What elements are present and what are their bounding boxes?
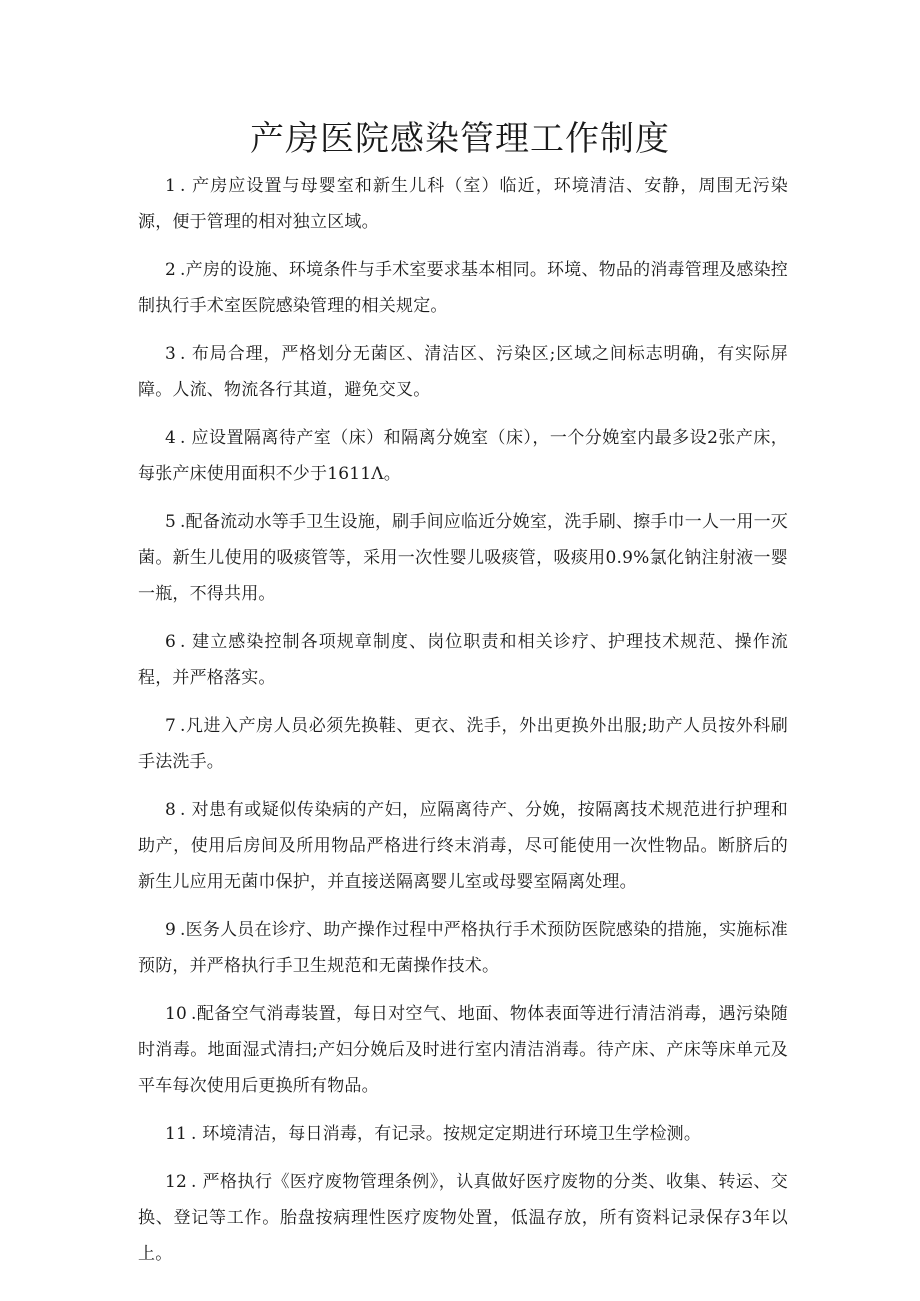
clause-6: [138, 624, 788, 696]
clause-3: [138, 336, 788, 408]
clause-number: 10: [165, 1004, 188, 1024]
clause-8: [138, 792, 788, 900]
clause-1: [138, 168, 788, 240]
clause-number: 12: [165, 1172, 188, 1192]
clause-9: [138, 912, 788, 984]
clause-number: 2: [165, 260, 177, 280]
clause-text: . 严格执行《医疗废物管理条例》，认真做好医疗废物的分类、收集、转运、交换、登记等工作。胎盘按病理性医疗废物处置，低温存放，所有资料记录保存3年以上。: [138, 1172, 788, 1264]
clause-text: . 布局合理，严格划分无菌区、清洁区、污染区;区域之间标志明确，有实际屏障。人流、物流各行其道，避免交叉。: [138, 344, 788, 400]
clause-number: 5: [165, 512, 177, 532]
clause-text: . 对患有或疑似传染病的产妇，应隔离待产、分娩，按隔离技术规范进行护理和助产，使用后房间及所用物品严格进行终末消毒，尽可能使用一次性物品。断脐后的新生儿应用无菌巾保护，并直接送隔离婴儿室或母婴室隔离处理。: [138, 800, 788, 892]
clause-text: . 产房应设置与母婴室和新生儿科（室）临近，环境清洁、安静，周围无污染源，便于管理的相对独立区域。: [138, 176, 788, 232]
clause-number: 8: [165, 800, 177, 820]
clause-text: .产房的设施、环境条件与手术室要求基本相同。环境、物品的消毒管理及感染控制执行手术室医院感染管理的相关规定。: [138, 260, 788, 316]
clause-11: [138, 1116, 788, 1152]
clause-10: [138, 996, 788, 1104]
clause-number: 3: [165, 344, 177, 364]
clause-5: [138, 504, 788, 612]
clause-text: .凡进入产房人员必须先换鞋、更衣、洗手，外出更换外出服;助产人员按外科刷手法洗手。: [138, 716, 788, 772]
clause-number: 9: [165, 920, 177, 940]
clause-number: 1: [165, 176, 177, 196]
clause-number: 4: [165, 428, 177, 448]
clause-number: 6: [165, 632, 177, 652]
clause-12: [138, 1164, 788, 1272]
clause-list: [138, 168, 788, 1284]
clause-text: .配备流动水等手卫生设施，刷手间应临近分娩室，洗手刷、擦手巾一人一用一灭菌。新生儿使用的吸痰管等，采用一次性婴儿吸痰管，吸痰用0.9%氯化钠注射液一婴一瓶，不得共用。: [138, 512, 788, 604]
clause-7: [138, 708, 788, 780]
clause-text: .配备空气消毒装置，每日对空气、地面、物体表面等进行清洁消毒，遇污染随时消毒。地面湿式清扫;产妇分娩后及时进行室内清洁消毒。待产床、产床等床单元及平车每次使用后更换所有物品。: [138, 1004, 788, 1096]
clause-number: 7: [165, 716, 177, 736]
clause-4: [138, 420, 788, 492]
clause-number: 11: [165, 1124, 188, 1144]
clause-text: . 应设置隔离待产室（床）和隔离分娩室（床），一个分娩室内最多设2张产床，每张产床使用面积不少于1611Λ。: [138, 428, 788, 484]
page-title: 产房医院感染管理工作制度: [250, 119, 670, 159]
clause-text: . 建立感染控制各项规章制度、岗位职责和相关诊疗、护理技术规范、操作流程，并严格落实。: [138, 632, 788, 688]
clause-2: [138, 252, 788, 324]
clause-text: .医务人员在诊疗、助产操作过程中严格执行手术预防医院感染的措施，实施标准预防，并严格执行手卫生规范和无菌操作技术。: [138, 920, 788, 976]
clause-text: . 环境清洁，每日消毒，有记录。按规定定期进行环境卫生学检测。: [191, 1124, 702, 1144]
